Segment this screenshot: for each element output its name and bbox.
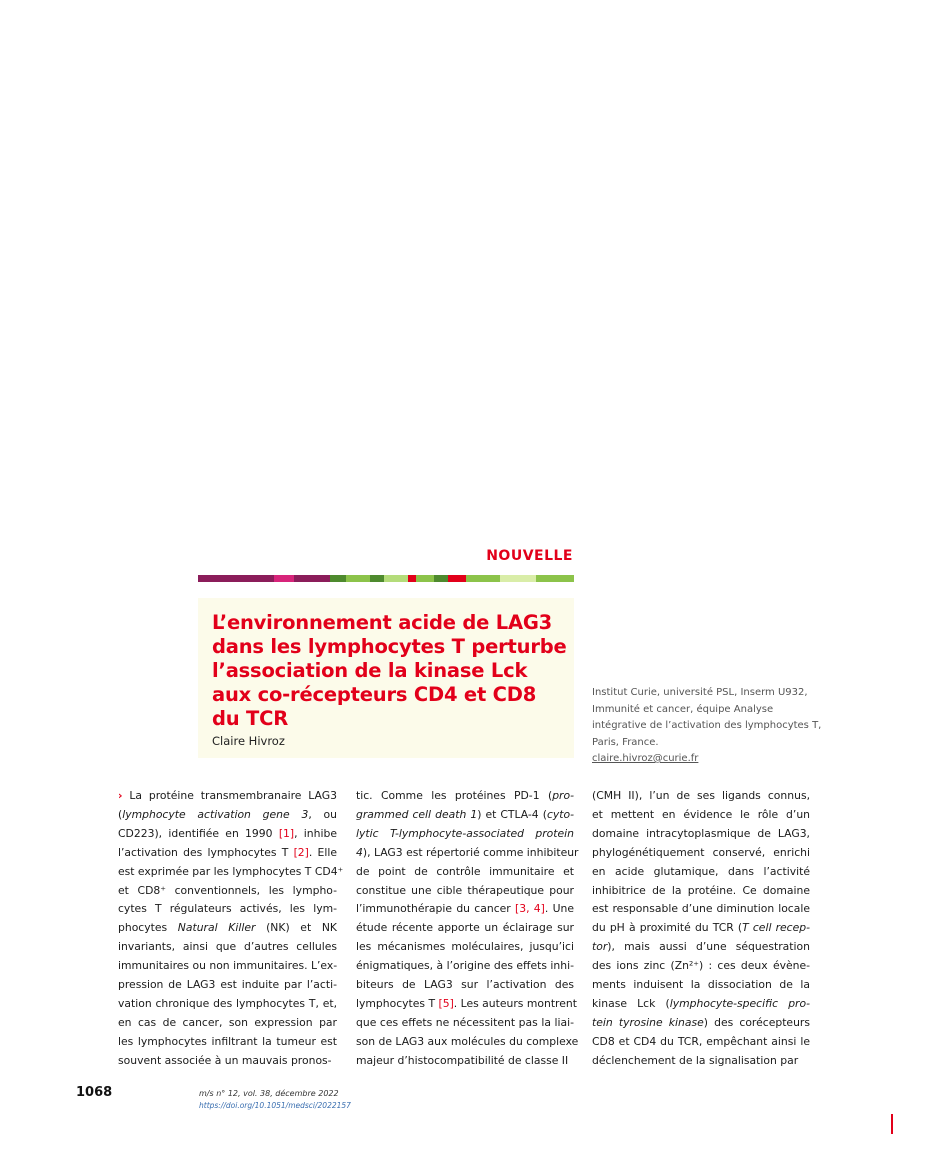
text-line: (CMH II), l’un de ses ligands connus, [592,789,810,802]
stripe-segment [346,575,370,582]
text-line: du pH à proximité du TCR ( [592,921,743,935]
text-line: , ou [308,807,337,821]
text-line: vation chronique des lymphocytes T, et, [118,996,337,1010]
text-line: et mettent en évidence le rôle d’un [592,807,810,821]
margin-rule [891,1114,893,1134]
text-line: . Elle [308,845,337,859]
text-line: en acide glutamique, dans l’activité [592,864,810,878]
author-name: Claire Hivroz [212,734,285,748]
text-line: domaine intracytoplasmique de LAG3, [592,826,810,840]
text-line: invariants, ainsi que d’autres cellules [118,940,337,954]
italic-term: lymphocyte activation gene 3 [122,807,309,821]
text-line: que ces effets ne nécessitent pas la liai- [356,1015,574,1029]
color-stripe [198,575,574,582]
italic-term: 4 [356,845,363,859]
text-line: (NK) et NK [255,921,337,935]
italic-term: Natural Killer [177,921,256,935]
text-line: de point de contrôle immunitaire et [356,864,574,878]
bullet-arrow-icon: › [118,789,123,802]
stripe-segment [408,575,416,582]
text-line: souvent associée à un mauvais pronos- [118,1053,332,1067]
reference-link[interactable]: [2] [293,845,309,859]
stripe-segment [448,575,466,582]
text-line: tic. Comme les protéines PD-1 ( [356,789,553,802]
affiliation-line: intégrative de l’activation des lymphocytes T, [592,720,822,731]
text-line: ) des corécepteurs [703,1015,810,1029]
text-line: des ions zinc (Zn²⁺) : ces deux évène- [592,959,810,973]
italic-term: cyto- [546,807,574,821]
text-line: énigmatiques, à l’origine des effets inhi- [356,959,574,973]
text-line: phylogénétiquement conservé, enrichi [592,845,810,859]
affiliation-line: Immunité et cancer, équipe Analyse [592,703,774,715]
text-line: en cas de cancer, son expression par [118,1015,337,1029]
text-line: est responsable d’une diminution locale [592,902,810,916]
stripe-segment [466,575,500,582]
stripe-segment [384,575,408,582]
text-line: CD223), identifiée en 1990 [118,826,279,840]
italic-term: tor [592,940,608,954]
text-line: ), mais aussi d’une séquestration [607,940,810,954]
text-line: l’immunothérapie du cancer [356,902,515,916]
text-line: lymphocytes T [356,996,439,1010]
affiliation-line: Institut Curie, université PSL, Inserm U932, [592,687,808,698]
text-line: immunitaires ou non immunitaires. L’ex- [118,959,338,973]
text-line: , inhibe [294,826,337,840]
italic-term: T cell recep- [742,921,810,935]
reference-link[interactable]: [1] [278,826,295,840]
reference-link[interactable]: [3, 4] [515,902,545,916]
journal-citation: m/s n° 12, vol. 38, décembre 2022 [199,1089,339,1098]
text-line: majeur d’histocompatibilité de classe II [356,1053,569,1067]
stripe-segment [536,575,574,582]
author-email-link[interactable]: claire.hivroz@curie.fr [592,753,699,764]
stripe-segment [500,575,536,582]
stripe-segment [330,575,346,582]
stripe-segment [434,575,448,582]
text-line: étude récente apporte un éclairage sur [356,921,574,935]
italic-term: tein tyrosine kinase [592,1015,704,1029]
italic-term: lytic T-lymphocyte-associated protein [356,826,574,840]
text-line: les mécanismes moléculaires, jusqu’ici [356,940,574,954]
text-line: déclenchement de la signalisation par [592,1053,799,1067]
text-line: biteurs de LAG3 sur l’activation des [356,978,574,992]
text-column-2 [356,787,579,1071]
stripe-segment [238,575,274,582]
article-title: L’environnement acide de LAG3 dans les lymphocytes T perturbe l’association de la kinase Lck aux co-récepteurs CD4 et CD8 du TCR [212,611,567,730]
text-line: est exprimée par les lymphocytes T CD4⁺ [118,864,344,878]
text-line: et CD8⁺ conventionnels, les lympho- [118,883,337,897]
stripe-segment [198,575,238,582]
text-line: phocytes [118,921,178,935]
text-line: ), LAG3 est répertorié comme inhibiteur [362,845,579,859]
text-line: les lymphocytes infiltrant la tumeur est [118,1034,337,1048]
stripe-segment [274,575,294,582]
section-label: NOUVELLE [486,548,573,564]
affiliation [592,685,822,768]
text-line: . Les auteurs montrent [453,996,577,1010]
italic-term: lymphocyte-specific pro- [669,996,810,1010]
text-line: ments induisent la dissociation de la [592,978,810,992]
text-line: cytes T régulateurs activés, les lym- [118,902,337,916]
text-line: inhibitrice de la protéine. Ce domaine [592,883,810,897]
text-line: . Une [544,902,574,916]
reference-link[interactable]: [5] [438,996,454,1010]
text-line: pression de LAG3 est induite par l’acti- [118,978,337,992]
text-line: ( [118,807,123,821]
text-line: kinase Lck ( [592,996,670,1010]
text-line: son de LAG3 aux molécules du complexe [356,1034,579,1048]
stripe-segment [370,575,384,582]
text-line: ) et CTLA-4 ( [477,807,547,821]
text-line: constitue une cible thérapeutique pour [356,883,574,897]
text-column-1 [118,787,344,1071]
text-line: La protéine transmembranaire LAG3 [129,789,337,802]
italic-term: grammed cell death 1 [356,807,478,821]
doi-link[interactable]: https://doi.org/10.1051/medsci/2022157 [199,1101,351,1110]
italic-term: pro- [552,789,574,802]
stripe-segment [416,575,434,582]
affiliation-line: Paris, France. [592,736,659,748]
stripe-segment [294,575,330,582]
page-number: 1068 [76,1085,113,1100]
text-column-3 [592,787,810,1071]
text-line: CD8 et CD4 du TCR, empêchant ainsi le [592,1034,810,1048]
text-line: l’activation des lymphocytes T [118,845,294,859]
